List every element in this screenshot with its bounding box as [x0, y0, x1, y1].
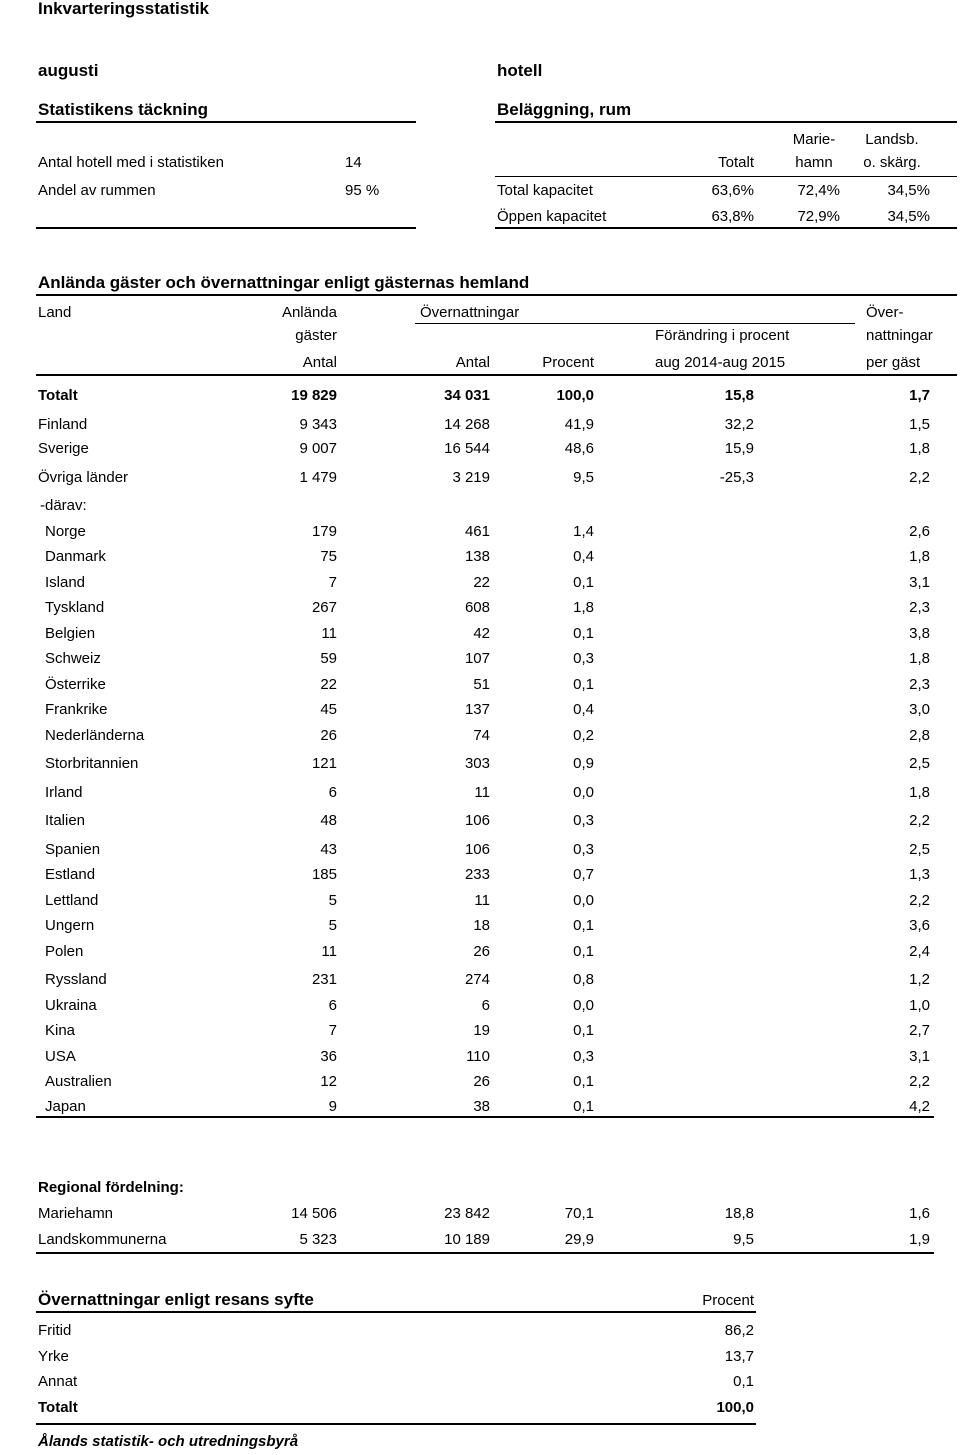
table-cell: 51 — [473, 676, 490, 693]
table-cell: 0,1 — [573, 625, 594, 642]
row-label: Sverige — [38, 440, 89, 457]
table-cell: 48 — [320, 812, 337, 829]
table-cell: 11 — [321, 625, 337, 642]
table-cell: 9 007 — [299, 440, 337, 457]
table-cell: 106 — [464, 812, 490, 829]
table-cell: 0,8 — [573, 971, 594, 988]
table-cell: 0,4 — [573, 548, 594, 565]
row-label: Övriga länder — [38, 469, 129, 486]
table-cell: 1,2 — [909, 971, 930, 988]
table-cell: 3,6 — [909, 917, 930, 934]
header-anlanda: Anlända — [281, 304, 337, 321]
table-cell: 0,0 — [573, 892, 594, 909]
table-cell: 23 842 — [444, 1205, 490, 1222]
table-cell: 70,1 — [564, 1205, 594, 1222]
table-cell: 3,1 — [909, 1048, 930, 1065]
table-cell: 10 189 — [444, 1231, 490, 1248]
row-label: Mariehamn — [38, 1205, 114, 1222]
header-forandring: Förändring i procent — [655, 327, 790, 344]
header-over: nattningar — [866, 327, 933, 344]
table-cell: 0,3 — [573, 1048, 594, 1065]
table-cell: 45 — [320, 701, 337, 718]
row-label: Kina — [45, 1022, 76, 1039]
month-label: augusti — [38, 61, 99, 80]
header-procent: Procent — [542, 354, 594, 371]
table-cell: 121 — [311, 755, 337, 772]
table-cell: 185 — [311, 866, 337, 883]
table-cell: 43 — [320, 841, 337, 858]
table-cell: 7 — [328, 1022, 337, 1039]
purpose-total-label: Totalt — [38, 1399, 78, 1416]
occupancy-col-landsb: o. skärg. — [863, 154, 921, 171]
occupancy-row-label: Öppen kapacitet — [497, 208, 607, 225]
table-cell: 107 — [464, 650, 490, 667]
table-cell: 6 — [481, 997, 490, 1014]
table-cell: 14 268 — [444, 416, 490, 433]
table-cell: 1,8 — [909, 548, 930, 565]
purpose-bottom-rule — [36, 1423, 756, 1425]
row-label: Lettland — [45, 892, 99, 909]
table-cell: 9,5 — [733, 1231, 754, 1248]
table-cell: 138 — [464, 548, 490, 565]
regional-bottom-rule — [36, 1252, 934, 1254]
regional-heading: Regional fördelning: — [38, 1179, 184, 1196]
table-cell: 19 — [473, 1022, 490, 1039]
table-cell: 1,6 — [909, 1205, 930, 1222]
table-cell: 3 219 — [452, 469, 490, 486]
header-period: aug 2014-aug 2015 — [655, 354, 786, 371]
row-label: Landskommunerna — [38, 1231, 167, 1248]
table-cell: 16 544 — [444, 440, 490, 457]
table-cell: 0,1 — [573, 943, 594, 960]
table-cell: 18,8 — [724, 1205, 754, 1222]
table-cell: 1,8 — [909, 650, 930, 667]
row-label: Ryssland — [45, 971, 107, 988]
table-cell: 2,2 — [909, 892, 930, 909]
row-label: Irland — [45, 784, 83, 801]
table-cell: 26 — [473, 943, 490, 960]
table-cell: 0,1 — [573, 917, 594, 934]
row-label: Japan — [45, 1098, 86, 1115]
table-cell: 0,2 — [573, 727, 594, 744]
table-cell: 110 — [466, 1048, 490, 1065]
header-over: Över- — [866, 304, 904, 321]
occupancy-cell: 34,5% — [887, 208, 930, 225]
table-cell: 267 — [311, 599, 337, 616]
row-label: Storbritannien — [45, 755, 139, 772]
header-land: Land — [38, 304, 72, 321]
occupancy-header-rule — [495, 176, 957, 177]
occupancy-cell: 72,4% — [797, 182, 840, 199]
table-cell: 19 829 — [291, 387, 337, 404]
table-cell: 9,5 — [573, 469, 594, 486]
table-cell: 1,3 — [909, 866, 930, 883]
table-cell: 36 — [320, 1048, 337, 1065]
purpose-value: 13,7 — [724, 1348, 754, 1365]
table-cell: 0,3 — [573, 841, 594, 858]
table-cell: 2,5 — [909, 841, 930, 858]
table-cell: 2,3 — [909, 599, 930, 616]
row-label: Norge — [45, 523, 86, 540]
occupancy-col-mariehamn: Marie- — [792, 131, 836, 148]
purpose-col-header: Procent — [702, 1292, 754, 1309]
purpose-heading: Övernattningar enligt resans syfte — [38, 1290, 314, 1309]
table-cell: 0,0 — [573, 997, 594, 1014]
table-cell: 2,2 — [909, 812, 930, 829]
purpose-label: Fritid — [38, 1322, 72, 1339]
table-cell: 6 — [328, 784, 337, 801]
table-cell: 29,9 — [564, 1231, 594, 1248]
table-cell: 6 — [328, 997, 337, 1014]
table-cell: 11 — [474, 892, 490, 909]
guests-header-rule — [36, 374, 957, 376]
table-cell: 2,2 — [909, 469, 930, 486]
occupancy-col-mariehamn: hamn — [795, 154, 833, 171]
row-label: Österrike — [45, 676, 106, 693]
table-cell: 1 479 — [299, 469, 337, 486]
occupancy-bottom-rule — [495, 227, 957, 229]
purpose-heading-rule — [36, 1311, 756, 1313]
occupancy-heading: Beläggning, rum — [497, 100, 632, 119]
table-cell: 0,7 — [573, 866, 594, 883]
occupancy-cell: 72,9% — [797, 208, 840, 225]
table-cell: 0,9 — [573, 755, 594, 772]
row-label: Frankrike — [45, 701, 108, 718]
row-label: USA — [45, 1048, 76, 1065]
table-cell: 233 — [464, 866, 490, 883]
table-cell: 1,8 — [909, 784, 930, 801]
page-title: Inkvarteringsstatistik — [38, 0, 210, 18]
category-label: hotell — [497, 61, 543, 80]
table-cell: -25,3 — [719, 469, 754, 486]
header-antal: Antal — [455, 354, 490, 371]
table-cell: 4,2 — [909, 1098, 930, 1115]
table-cell: 0,1 — [573, 676, 594, 693]
table-cell: 303 — [464, 755, 490, 772]
row-label: Tyskland — [45, 599, 105, 616]
table-cell: 1,9 — [909, 1231, 930, 1248]
table-cell: 0,1 — [573, 1098, 594, 1115]
table-cell: 274 — [464, 971, 490, 988]
row-label: Australien — [45, 1073, 112, 1090]
table-cell: 41,9 — [564, 416, 594, 433]
table-cell: 2,3 — [909, 676, 930, 693]
row-label: Estland — [45, 866, 96, 883]
table-cell: 5 — [328, 917, 337, 934]
row-label: Schweiz — [45, 650, 101, 667]
coverage-value: 95 % — [345, 182, 380, 199]
coverage-label: Andel av rummen — [38, 182, 156, 199]
occupancy-row-label: Total kapacitet — [497, 182, 593, 199]
table-cell: 22 — [473, 574, 490, 591]
table-cell: 2,8 — [909, 727, 930, 744]
table-cell: 18 — [473, 917, 490, 934]
table-cell: 0,3 — [573, 650, 594, 667]
row-label: Belgien — [45, 625, 96, 642]
row-label: Ukraina — [45, 997, 97, 1014]
guests-heading-rule — [36, 294, 957, 296]
occupancy-heading-rule — [495, 121, 957, 123]
table-cell: 0,3 — [573, 812, 594, 829]
table-cell: 26 — [473, 1073, 490, 1090]
table-cell: 59 — [320, 650, 337, 667]
table-cell: 15,8 — [724, 387, 754, 404]
coverage-label: Antal hotell med i statistiken — [38, 154, 224, 171]
row-label: Polen — [45, 943, 84, 960]
table-cell: 11 — [321, 943, 337, 960]
table-cell: 3,8 — [909, 625, 930, 642]
table-cell: 2,6 — [909, 523, 930, 540]
total-row-label: Totalt — [38, 387, 78, 404]
darav-label: -därav: — [40, 497, 87, 514]
table-cell: 1,5 — [909, 416, 930, 433]
table-cell: 34 031 — [444, 387, 490, 404]
table-cell: 9 — [328, 1098, 337, 1115]
row-label: Danmark — [45, 548, 106, 565]
table-cell: 38 — [473, 1098, 490, 1115]
purpose-value: 0,1 — [733, 1373, 754, 1390]
table-cell: 0,1 — [573, 1022, 594, 1039]
table-cell: 179 — [311, 523, 337, 540]
occupancy-col-landsb: Landsb. — [865, 131, 919, 148]
row-label: Nederländerna — [45, 727, 145, 744]
table-cell: 2,5 — [909, 755, 930, 772]
table-cell: 461 — [464, 523, 490, 540]
table-cell: 100,0 — [556, 387, 594, 404]
header-antal: Antal — [302, 354, 337, 371]
table-cell: 42 — [473, 625, 490, 642]
guests-heading: Anlända gäster och övernattningar enligt gästernas hemland — [38, 273, 530, 292]
table-cell: 1,4 — [573, 523, 594, 540]
purpose-label: Yrke — [38, 1348, 69, 1365]
occupancy-cell: 63,8% — [711, 208, 754, 225]
table-cell: 106 — [464, 841, 490, 858]
table-cell: 2,4 — [909, 943, 930, 960]
footer-organization: Ålands statistik- och utredningsbyrå — [38, 1433, 299, 1450]
table-cell: 32,2 — [724, 416, 754, 433]
table-cell: 15,9 — [724, 440, 754, 457]
purpose-label: Annat — [38, 1373, 78, 1390]
header-per-gast: per gäst — [866, 354, 921, 371]
table-cell: 14 506 — [291, 1205, 337, 1222]
table-cell: 1,7 — [909, 387, 930, 404]
table-cell: 3,1 — [909, 574, 930, 591]
table-cell: 0,0 — [573, 784, 594, 801]
table-cell: 1,8 — [573, 599, 594, 616]
table-cell: 9 343 — [299, 416, 337, 433]
table-cell: 1,0 — [909, 997, 930, 1014]
table-cell: 5 — [328, 892, 337, 909]
coverage-heading-rule — [36, 121, 416, 123]
table-cell: 2,7 — [909, 1022, 930, 1039]
table-cell: 75 — [320, 548, 337, 565]
row-label: Island — [45, 574, 86, 591]
occupancy-cell: 63,6% — [711, 182, 754, 199]
coverage-value: 14 — [345, 154, 362, 171]
row-label: Finland — [38, 416, 88, 433]
table-cell: 74 — [473, 727, 490, 744]
table-cell: 2,2 — [909, 1073, 930, 1090]
table-cell: 12 — [320, 1073, 337, 1090]
table-cell: 0,1 — [573, 1073, 594, 1090]
coverage-bottom-rule — [36, 227, 416, 229]
header-overnattningar-rule — [415, 323, 855, 324]
row-label: Ungern — [45, 917, 95, 934]
table-cell: 26 — [320, 727, 337, 744]
purpose-total-value: 100,0 — [716, 1399, 754, 1416]
guests-bottom-rule — [36, 1116, 934, 1118]
row-label: Spanien — [45, 841, 101, 858]
coverage-heading: Statistikens täckning — [38, 100, 209, 119]
table-cell: 137 — [464, 701, 490, 718]
table-cell: 5 323 — [299, 1231, 337, 1248]
table-cell: 0,4 — [573, 701, 594, 718]
table-cell: 3,0 — [909, 701, 930, 718]
table-cell: 22 — [320, 676, 337, 693]
table-cell: 11 — [474, 784, 490, 801]
row-label: Italien — [45, 812, 86, 829]
table-cell: 0,1 — [573, 574, 594, 591]
header-overnattningar: Övernattningar — [420, 304, 520, 321]
occupancy-cell: 34,5% — [887, 182, 930, 199]
purpose-value: 86,2 — [724, 1322, 754, 1339]
table-cell: 48,6 — [564, 440, 594, 457]
table-cell: 608 — [464, 599, 490, 616]
table-cell: 7 — [328, 574, 337, 591]
table-cell: 1,8 — [909, 440, 930, 457]
header-anlanda: gäster — [295, 327, 337, 344]
occupancy-col-totalt: Totalt — [718, 154, 754, 171]
table-cell: 231 — [311, 971, 337, 988]
